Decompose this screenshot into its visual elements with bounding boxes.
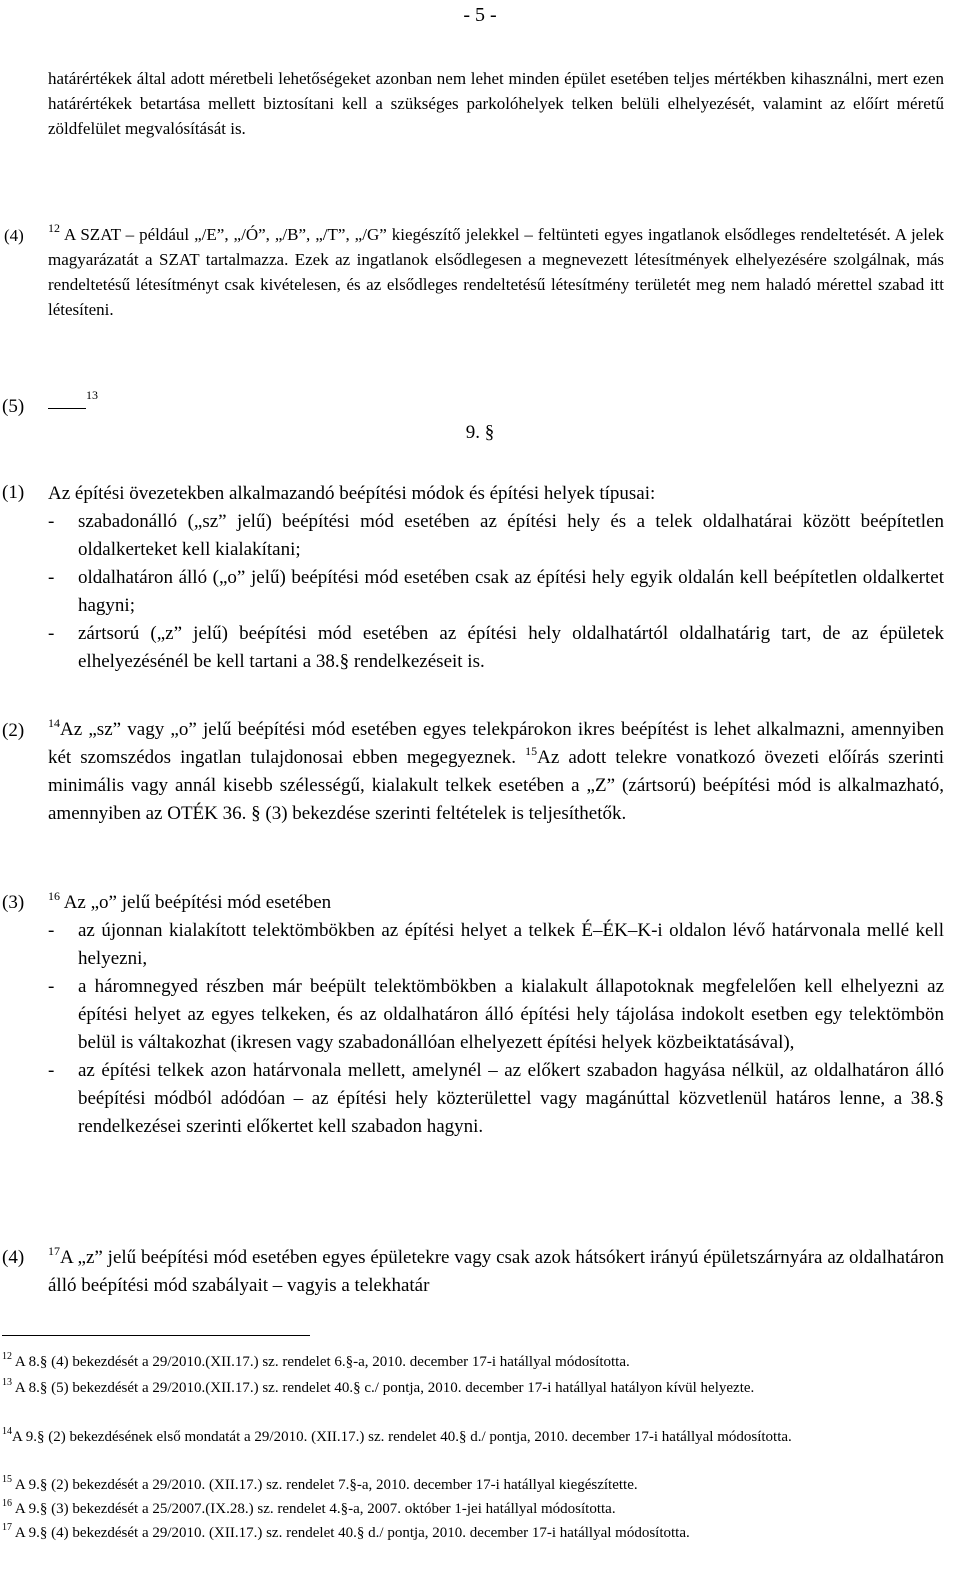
footnote-13: $^{13}$ A 8.§ (5) bekezdését a 29/2010.(XII.17.) sz. rendelet 40.§ c./ pontja, 2010. december 17-i hatállyal hatályon kívül helyezte. (2, 1377, 755, 1396)
page-number: - 5 - (463, 4, 497, 26)
paragraph-4 (48, 222, 944, 322)
s1-number: (1) (2, 482, 25, 503)
footnote-14: $^{14}$A 9.§ (2) bekezdésének első mondatát a 29/2010. (XII.17.) sz. rendelet 40.§ d./ pontja, 2010. december 17-i hatállyal módosította. (2, 1426, 792, 1445)
intro-paragraph: határértékek által adott méretbeli lehetőségeket azonban nem lehet minden épület esetében teljes mértékben kihasználni, mert ezen határértékek betartása mellett biztosítani kell a szükséges parkolóhelyek telken belüli elhelyezését, valamint az előírt méretű zöldfelület megvalósítását is. (48, 69, 944, 138)
paragraph-4-text: A SZAT – például „/E”, „/Ó”, „/B”, „/T”, „/G” kiegészítő jelekkel – feltünteti egyes ingatlanok elsődleges rendeltetését. A jelek magyarázatát a SZAT tartalmazza. Ezek az ingatlanok elsődlegesen a megnevezett létesítmények elhelyezésére szolgálnak, más rendeltetésű létesítményt csak kivételesen, és az elsődleges rendeltetésű létesítmény területét meg nem haladó mérettel szabad itt létesíteni. (48, 225, 944, 319)
repealed-blank-line (48, 390, 86, 409)
footnote-ref-14[interactable]: 14 (48, 715, 60, 730)
s4-paragraph: $^{17}$A „z” jelű beépítési mód esetében egyes épületekre vagy csak azok hátsókert irányú épületszárnyára az oldalhatáron álló beépítési mód szabályait – vagyis a telekhatár (48, 1243, 944, 1296)
s4-number: (4) (2, 1247, 25, 1268)
footnote-ref-12[interactable]: 12 (48, 221, 60, 236)
list-item: - szabadonálló („sz” jelű) beépítési mód esetében az építési hely és a telek oldalhatárai között beépítetlen oldalkerteket kell kialakítani; (48, 511, 944, 560)
footnote-ref-15[interactable]: 15 (525, 743, 538, 758)
footnote-16: $^{16}$ A 9.§ (3) bekezdését a 25/2007.(IX.28.) sz. rendelet 4.§-a, 2007. október 1-jei hatállyal módosította. (2, 1498, 616, 1517)
s2-number: (2) (2, 720, 25, 741)
paragraph-4-number: (4) (4, 226, 24, 245)
footnote-ref-16[interactable]: 16 (48, 888, 60, 903)
list-item: - zártsorú („z” jelű) beépítési mód esetében az építési hely oldalhatártól oldalhatárig tart, de az épületek elhelyezésénél be kell tartani a 38.§ rendelkezéseit is. (48, 623, 944, 672)
s1-lead: Az építési övezetekben alkalmazandó beépítési módok és építési helyek típusai: (48, 483, 656, 504)
footnote-ref-17[interactable]: 17 (48, 1243, 60, 1258)
list-item: - a háromnegyed részben már beépült telektömbökben a kialakult állapotoknak megfelelően kell elhelyezni az építési helyet az egyes telkeken, és az oldalhatáron álló építési hely tájolása indokolt esetben egy telektömbön belül is váltakozhat (ikresen vagy szabadonállóan elhelyezett építési helyek közbeiktatásával), (48, 976, 944, 1053)
paragraph-5 (48, 387, 944, 413)
footnote-12: $^{12}$ A 8.§ (4) bekezdését a 29/2010.(XII.17.) sz. rendelet 6.§-a, 2010. december 17-i hatállyal módosította. (2, 1351, 630, 1370)
section-heading: 9. § (465, 422, 495, 443)
s3-paragraph (48, 889, 944, 1141)
list-item: - az újonnan kialakított telektömbökben az építési helyet a telkek É–ÉK–K-i oldalon lévő határvonala mellé kell helyezni, (48, 920, 944, 969)
s2-paragraph: $^{14}$Az „sz” vagy „o” jelű beépítési mód esetében egyes telekpárokon ikres beépítést is lehet alkalmazni, amennyiben két szomszédos ingatlan tulajdonosai ebben megegyeznek. $^{15}$Az adott telekre vonatkozó övezeti előírás szerinti minimális vagy annál kisebb szélességű, kialakult telkek esetében a „Z” (zártsorú) beépítési mód is alkalmazható, amennyiben az OTÉK 36. § (3) bekezdése szerinti feltételek is teljesíthetők. (48, 715, 944, 824)
footnote-separator (2, 1335, 310, 1336)
paragraph-5-number: (5) (2, 396, 25, 417)
footnote-15: $^{15}$ A 9.§ (2) bekezdését a 29/2010. (XII.17.) sz. rendelet 7.§-a, 2010. december 17-i hatállyal kiegészítette. (2, 1474, 638, 1493)
footnote-ref-13[interactable]: 13 (86, 387, 98, 402)
s1-paragraph (48, 480, 944, 676)
s3-number: (3) (2, 892, 25, 913)
footnote-17: $^{17}$ A 9.§ (4) bekezdését a 29/2010. (XII.17.) sz. rendelet 40.§ d./ pontja, 2010. december 17-i hatállyal módosította. (2, 1522, 690, 1541)
list-item: - az építési telkek azon határvonala mellett, amelynél – az előkert szabadon hagyása nélkül, az oldalhatáron álló beépítési módból adódóan – az építési hely közterülettel vagy magánúttal közvetlenül határos lenne, a 38.§ rendelkezései szerinti előkertet kell szabadon hagyni. (48, 1060, 944, 1137)
list-item: - oldalhatáron álló („o” jelű) beépítési mód esetében csak az építési hely egyik oldalán kell beépítetlen oldalkertet hagyni; (48, 567, 944, 616)
s3-lead: $^{16}$ Az „o” jelű beépítési mód esetében (48, 888, 332, 913)
